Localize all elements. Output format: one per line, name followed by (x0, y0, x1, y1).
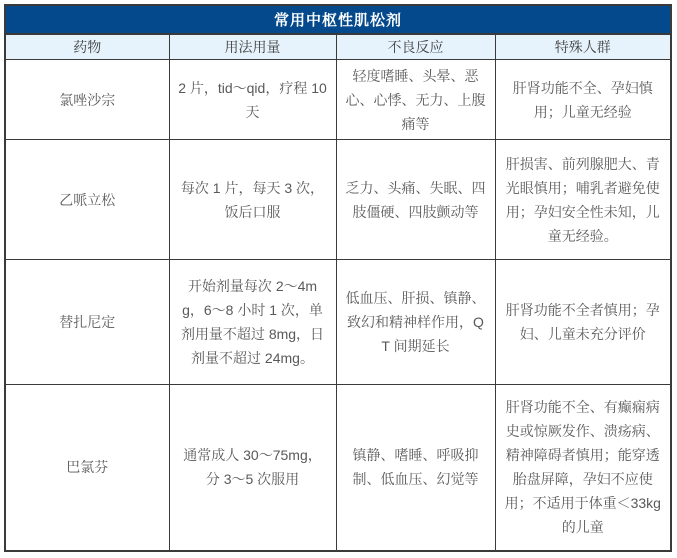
column-header-special-populations: 特殊人群 (495, 34, 671, 60)
special-populations-cell: 肝肾功能不全者慎用；孕妇、儿童未充分评价 (495, 260, 671, 385)
adverse-reactions-cell: 轻度嗜睡、头晕、恶心、心悸、无力、上腹痛等 (336, 60, 495, 140)
adverse-reactions-cell: 镇静、嗜睡、呼吸抑制、低血压、幻觉等 (336, 385, 495, 551)
muscle-relaxant-table (4, 4, 672, 552)
table-row-chlorzoxazone (5, 60, 671, 140)
table-row-tizanidine (5, 260, 671, 385)
table-row-eperisone (5, 140, 671, 260)
dosage-cell: 通常成人 30～75mg，分 3～5 次服用 (169, 385, 336, 551)
dosage-cell: 开始剂量每次 2～4mg，6～8 小时 1 次，单剂用量不超过 8mg，日剂量不超过 24mg。 (169, 260, 336, 385)
table-header-row (5, 34, 671, 60)
drug-name-cell: 巴氯芬 (5, 385, 169, 551)
table-title-row (5, 5, 671, 34)
dosage-cell: 每次 1 片，每天 3 次，饭后口服 (169, 140, 336, 260)
table-title: 常用中枢性肌松剂 (5, 5, 671, 34)
column-header-drug: 药物 (5, 34, 169, 60)
adverse-reactions-cell: 乏力、头痛、失眠、四肢僵硬、四肢颤动等 (336, 140, 495, 260)
adverse-reactions-cell: 低血压、肝损、镇静、致幻和精神样作用，QT 间期延长 (336, 260, 495, 385)
column-header-dosage: 用法用量 (169, 34, 336, 60)
special-populations-cell: 肝肾功能不全、孕妇慎用；儿童无经验 (495, 60, 671, 140)
table-row-baclofen (5, 385, 671, 551)
dosage-cell: 2 片，tid～qid，疗程 10 天 (169, 60, 336, 140)
drug-name-cell: 乙哌立松 (5, 140, 169, 260)
special-populations-cell: 肝肾功能不全、有癫痫病史或惊厥发作、溃疡病、精神障碍者慎用；能穿透胎盘屏障，孕妇不应使用；不适用于体重＜33kg 的儿童 (495, 385, 671, 551)
drug-name-cell: 氯唑沙宗 (5, 60, 169, 140)
column-header-adverse-reactions: 不良反应 (336, 34, 495, 60)
drug-name-cell: 替扎尼定 (5, 260, 169, 385)
table-head (5, 5, 671, 60)
table-body (5, 60, 671, 551)
special-populations-cell: 肝损害、前列腺肥大、青光眼慎用；哺乳者避免使用；孕妇安全性未知，儿童无经验。 (495, 140, 671, 260)
